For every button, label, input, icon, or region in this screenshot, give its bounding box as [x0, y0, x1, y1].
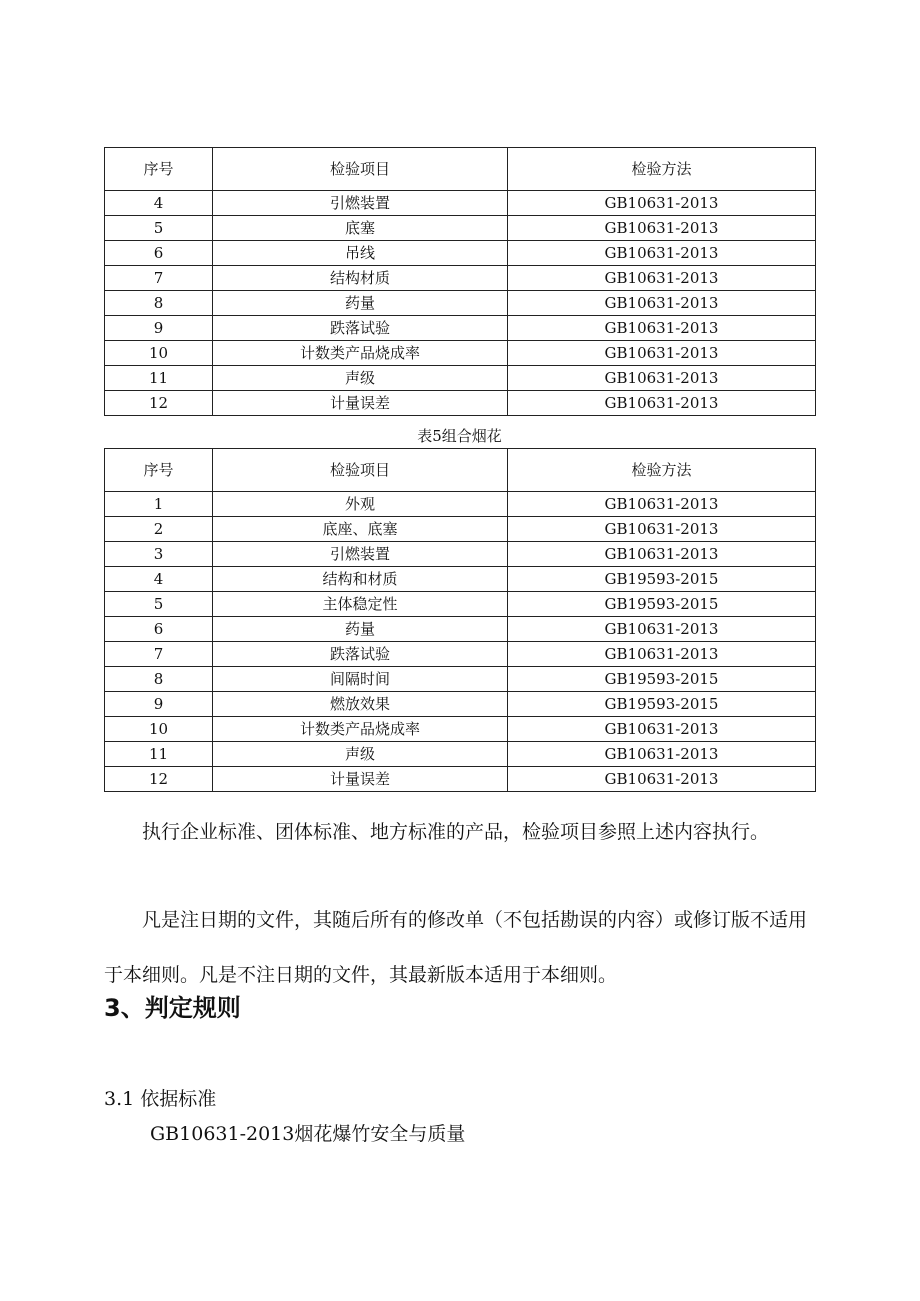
cell-seq: 11 [105, 366, 213, 391]
table-row [105, 341, 816, 366]
table-row [105, 667, 816, 692]
cell-method: GB10631-2013 [508, 767, 816, 792]
table-row [105, 266, 816, 291]
paragraph-dated-documents: 凡是注日期的文件，其随后所有的修改单（不包括勘误的内容）或修订版不适用于本细则。凡是不注日期的文件，其最新版本适用于本细则。 [104, 909, 808, 986]
cell-item: 结构材质 [213, 266, 508, 291]
table-row [105, 216, 816, 241]
cell-method: GB10631-2013 [508, 316, 816, 341]
cell-seq: 9 [105, 692, 213, 717]
cell-method: GB10631-2013 [508, 266, 816, 291]
inspection-table-5-combination-fireworks [104, 448, 816, 792]
cell-seq: 9 [105, 316, 213, 341]
table-row [105, 717, 816, 742]
cell-seq: 7 [105, 266, 213, 291]
subsection-heading-basis-standard: 3.1 依据标准 [104, 1088, 217, 1110]
cell-method: GB10631-2013 [508, 241, 816, 266]
table-header-row [105, 449, 816, 492]
header-cell-seq: 序号 [105, 148, 213, 191]
header-cell-method: 检验方法 [508, 449, 816, 492]
table-row [105, 742, 816, 767]
cell-item: 引燃装置 [213, 542, 508, 567]
standard-reference: GB10631-2013烟花爆竹安全与质量 [150, 1123, 466, 1145]
cell-method: GB10631-2013 [508, 717, 816, 742]
cell-seq: 4 [105, 191, 213, 216]
table-row [105, 291, 816, 316]
cell-seq: 5 [105, 592, 213, 617]
table-row [105, 617, 816, 642]
cell-item: 药量 [213, 291, 508, 316]
cell-method: GB10631-2013 [508, 291, 816, 316]
paragraph-enterprise-standards: 执行企业标准、团体标准、地方标准的产品，检验项目参照上述内容执行。 [142, 821, 770, 843]
cell-item: 主体稳定性 [213, 592, 508, 617]
cell-item: 吊线 [213, 241, 508, 266]
cell-item: 声级 [213, 742, 508, 767]
cell-method: GB19593-2015 [508, 567, 816, 592]
cell-item: 外观 [213, 492, 508, 517]
cell-item: 跌落试验 [213, 642, 508, 667]
header-cell-item: 检验项目 [213, 449, 508, 492]
header-cell-item: 检验项目 [213, 148, 508, 191]
table-5-caption: 表5组合烟花 [417, 427, 502, 445]
table-row [105, 316, 816, 341]
cell-item: 燃放效果 [213, 692, 508, 717]
cell-method: GB10631-2013 [508, 216, 816, 241]
cell-item: 底塞 [213, 216, 508, 241]
table-row [105, 567, 816, 592]
table-row [105, 542, 816, 567]
header-cell-seq: 序号 [105, 449, 213, 492]
table-row [105, 241, 816, 266]
cell-seq: 2 [105, 517, 213, 542]
cell-item: 底座、底塞 [213, 517, 508, 542]
inspection-table-1 [104, 147, 816, 416]
cell-item: 计量误差 [213, 767, 508, 792]
cell-item: 引燃装置 [213, 191, 508, 216]
cell-method: GB10631-2013 [508, 366, 816, 391]
cell-method: GB10631-2013 [508, 742, 816, 767]
cell-seq: 1 [105, 492, 213, 517]
table-row [105, 517, 816, 542]
table-row [105, 592, 816, 617]
cell-method: GB19593-2015 [508, 692, 816, 717]
cell-item: 结构和材质 [213, 567, 508, 592]
cell-method: GB10631-2013 [508, 191, 816, 216]
header-cell-method: 检验方法 [508, 148, 816, 191]
cell-method: GB10631-2013 [508, 492, 816, 517]
table-row [105, 692, 816, 717]
table-row [105, 191, 816, 216]
cell-seq: 11 [105, 742, 213, 767]
table-row [105, 366, 816, 391]
cell-item: 声级 [213, 366, 508, 391]
cell-seq: 10 [105, 717, 213, 742]
cell-method: GB19593-2015 [508, 592, 816, 617]
cell-method: GB10631-2013 [508, 617, 816, 642]
cell-method: GB10631-2013 [508, 542, 816, 567]
table-row [105, 642, 816, 667]
cell-method: GB10631-2013 [508, 391, 816, 416]
cell-item: 间隔时间 [213, 667, 508, 692]
cell-item: 药量 [213, 617, 508, 642]
cell-seq: 8 [105, 667, 213, 692]
cell-seq: 12 [105, 767, 213, 792]
cell-seq: 7 [105, 642, 213, 667]
section-heading-judgment-rules: 3、判定规则 [104, 994, 241, 1022]
cell-item: 跌落试验 [213, 316, 508, 341]
cell-method: GB10631-2013 [508, 341, 816, 366]
cell-seq: 3 [105, 542, 213, 567]
cell-method: GB19593-2015 [508, 667, 816, 692]
cell-seq: 10 [105, 341, 213, 366]
cell-seq: 6 [105, 241, 213, 266]
table-row [105, 492, 816, 517]
cell-item: 计量误差 [213, 391, 508, 416]
table-row [105, 767, 816, 792]
cell-seq: 12 [105, 391, 213, 416]
cell-method: GB10631-2013 [508, 642, 816, 667]
table-header-row [105, 148, 816, 191]
cell-seq: 4 [105, 567, 213, 592]
cell-seq: 5 [105, 216, 213, 241]
cell-method: GB10631-2013 [508, 517, 816, 542]
cell-item: 计数类产品烧成率 [213, 717, 508, 742]
table-row [105, 391, 816, 416]
cell-seq: 8 [105, 291, 213, 316]
cell-item: 计数类产品烧成率 [213, 341, 508, 366]
cell-seq: 6 [105, 617, 213, 642]
